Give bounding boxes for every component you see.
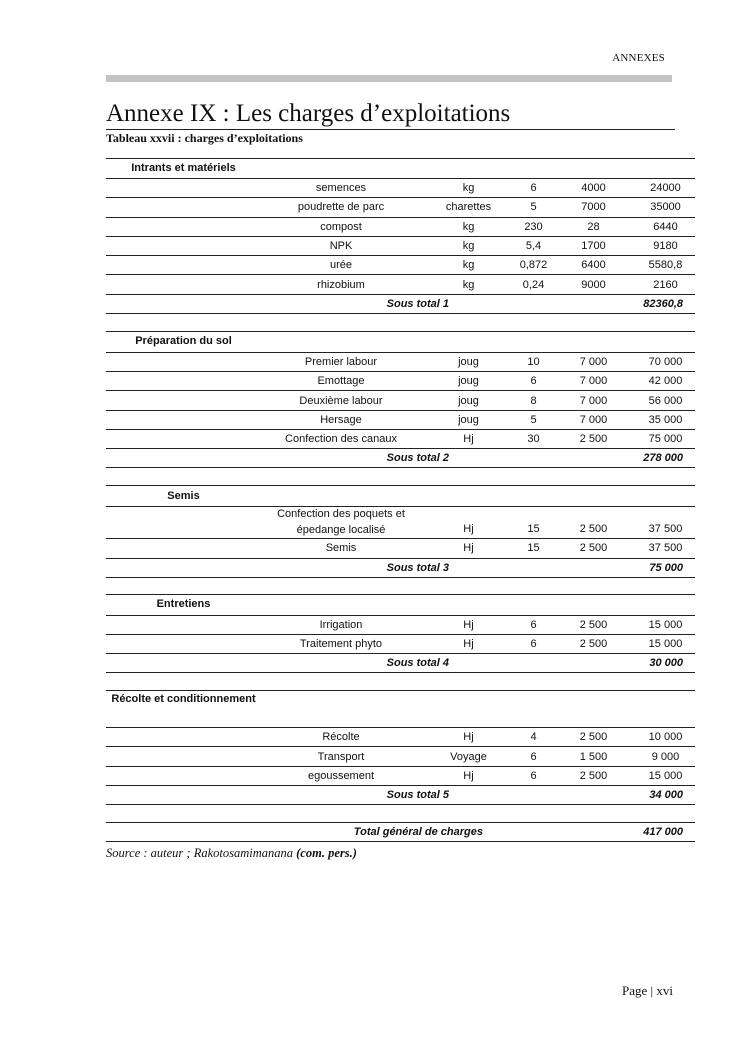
- table-row: [106, 507, 695, 539]
- cell-quantity: 6: [530, 618, 537, 631]
- section-name: Semis: [167, 489, 200, 502]
- cell-unit-price: 6400: [581, 259, 606, 272]
- section-header-row: [106, 691, 695, 728]
- cell-unit: Hj: [463, 433, 474, 446]
- cell-quantity: 5: [530, 201, 537, 214]
- cell-quantity: 0,24: [522, 278, 545, 291]
- table-caption: Tableau xxvii : charges d’exploitations: [106, 131, 303, 145]
- subtotal-label: Sous total 3: [386, 561, 449, 574]
- cell-quantity: 6: [530, 750, 537, 763]
- subtotal-label: Sous total 5: [386, 789, 449, 802]
- cell-unit-price: 7000: [581, 201, 606, 214]
- grand-total-row: [106, 823, 695, 842]
- cell-unit: kg: [462, 240, 475, 253]
- cell-amount: 15 000: [648, 638, 683, 650]
- cell-unit: kg: [462, 182, 475, 195]
- cell-quantity: 8: [530, 394, 537, 407]
- cell-unit: Hj: [463, 731, 474, 744]
- cell-unit-price: 1700: [581, 240, 606, 253]
- cell-unit-price: 7 000: [579, 394, 608, 407]
- table-row: [106, 539, 695, 558]
- cell-unit-price: 9000: [581, 278, 606, 291]
- cell-unit: Hj: [463, 542, 474, 555]
- cell-unit-price: 2 500: [579, 769, 608, 782]
- cell-unit-price: 2 500: [579, 618, 608, 631]
- subtotal-label: Sous total 1: [386, 297, 449, 310]
- table-row: [106, 237, 695, 256]
- cell-quantity: 15: [527, 523, 540, 536]
- subtotal-value: 75 000: [649, 561, 683, 574]
- cell-unit: kg: [462, 259, 475, 272]
- table-row: [106, 275, 695, 294]
- cell-item: Traitement phyto: [299, 638, 383, 650]
- subtotal-row: [106, 559, 695, 578]
- cell-amount: 35 000: [648, 413, 683, 426]
- cell-unit: Hj: [463, 523, 474, 536]
- cell-quantity: 5: [530, 413, 537, 426]
- cell-amount: 2160: [653, 278, 678, 291]
- cell-unit: joug: [458, 375, 479, 388]
- cell-quantity: 230: [524, 220, 543, 233]
- cell-unit-price: 2 500: [579, 638, 608, 650]
- subtotal-value: 278 000: [643, 452, 683, 465]
- cell-unit: joug: [458, 394, 479, 407]
- cell-unit-price: 2 500: [579, 523, 608, 536]
- table-row: [106, 616, 695, 635]
- cell-amount: 6440: [653, 220, 678, 233]
- table-row: [106, 218, 695, 237]
- cell-item: Confection des canaux: [285, 433, 397, 446]
- table-row: [106, 430, 695, 449]
- cell-unit-price: 28: [587, 220, 600, 233]
- subtotal-row: [106, 786, 695, 805]
- cell-item: Transport: [317, 750, 365, 763]
- table-row: [106, 747, 695, 766]
- cell-item: poudrette de parc: [297, 201, 385, 214]
- cell-quantity: 30: [527, 433, 540, 446]
- cell-quantity: 0,872: [519, 259, 548, 272]
- subtotal-value: 82360,8: [643, 297, 683, 310]
- table-row: [106, 198, 695, 217]
- cell-unit-price: 7 000: [579, 355, 608, 368]
- table-row: [106, 353, 695, 372]
- table-row: [106, 767, 695, 786]
- table-row: [106, 728, 695, 747]
- cell-item: Emottage: [317, 375, 365, 388]
- section-name: Préparation du sol: [135, 335, 232, 348]
- cell-amount: 9180: [653, 240, 678, 253]
- cell-unit: kg: [462, 220, 475, 233]
- title-rule: [106, 129, 675, 130]
- cell-quantity: 6: [530, 375, 537, 388]
- grand-total-value: 417 000: [643, 826, 683, 839]
- cell-item: Récolte: [322, 731, 360, 744]
- cell-unit-price: 2 500: [579, 731, 608, 744]
- cell-unit: Hj: [463, 638, 474, 650]
- source-text: Source : auteur ; Rakotosamimanana: [106, 846, 297, 860]
- cell-amount: 15 000: [648, 618, 683, 631]
- cell-item: rhizobium: [317, 278, 365, 291]
- subtotal-row: [106, 654, 695, 673]
- cell-item: Deuxième labour: [299, 394, 383, 407]
- cell-amount: 5580,8: [648, 259, 683, 272]
- header-bar: [106, 75, 672, 82]
- table-row: [106, 391, 695, 410]
- cell-quantity: 4: [530, 731, 537, 744]
- cell-unit-price: 2 500: [579, 433, 608, 446]
- cell-unit-price: 7 000: [579, 413, 608, 426]
- cell-amount: 37 500: [648, 542, 683, 555]
- cell-amount: 37 500: [648, 523, 683, 536]
- cell-item: Hersage: [320, 413, 362, 426]
- cell-quantity: 6: [530, 769, 537, 782]
- subtotal-value: 34 000: [649, 789, 683, 802]
- spacer-row: [106, 468, 695, 486]
- section-name: Intrants et matériels: [131, 162, 236, 174]
- charges-table: [106, 158, 695, 842]
- cell-amount: 56 000: [648, 394, 683, 407]
- cell-unit: Voyage: [450, 750, 487, 763]
- cell-unit: kg: [462, 278, 475, 291]
- cell-item: urée: [329, 259, 353, 272]
- cell-unit: joug: [458, 413, 479, 426]
- cell-unit: joug: [458, 355, 479, 368]
- cell-item: Irrigation: [319, 618, 363, 631]
- cell-unit: Hj: [463, 769, 474, 782]
- spacer-row: [106, 578, 695, 595]
- source-emphasis: (com. pers.): [296, 846, 357, 860]
- cell-amount: 42 000: [648, 375, 683, 388]
- cell-item: Premier labour: [304, 355, 378, 368]
- source-note: [106, 846, 357, 861]
- section-header-row: [106, 595, 695, 616]
- cell-unit-price: 4000: [581, 182, 606, 195]
- cell-amount: 35000: [650, 201, 681, 214]
- page-number: Page | xvi: [622, 983, 673, 998]
- table-row: [106, 372, 695, 391]
- cell-quantity: 15: [527, 542, 540, 555]
- cell-amount: 75 000: [648, 433, 683, 446]
- table-row: [106, 256, 695, 275]
- cell-item: compost: [320, 220, 362, 233]
- cell-item: NPK: [329, 240, 353, 253]
- subtotal-value: 30 000: [649, 657, 683, 670]
- cell-amount: 24000: [650, 182, 681, 195]
- cell-item: Semis: [325, 542, 357, 555]
- cell-item: Confection des poquets et épedange localisé: [277, 508, 405, 536]
- cell-quantity: 6: [530, 638, 537, 650]
- cell-unit-price: 1 500: [579, 750, 608, 763]
- spacer-row: [106, 314, 695, 332]
- page-title: Annexe IX : Les charges d’exploitations: [106, 100, 511, 127]
- cell-unit: charettes: [445, 201, 492, 214]
- cell-unit-price: 7 000: [579, 375, 608, 388]
- spacer-row: [106, 673, 695, 691]
- running-header: ANNEXES: [612, 52, 665, 64]
- cell-unit: Hj: [463, 618, 474, 631]
- cell-quantity: 5,4: [525, 240, 542, 253]
- subtotal-label: Sous total 2: [386, 452, 449, 465]
- subtotal-row: [106, 449, 695, 468]
- cell-quantity: 6: [530, 182, 537, 195]
- table-row: [106, 179, 695, 198]
- subtotal-row: [106, 295, 695, 314]
- subtotal-label: Sous total 4: [386, 657, 449, 670]
- cell-amount: 9 000: [651, 750, 680, 763]
- grand-total-label: Total général de charges: [353, 826, 483, 839]
- table-row: [106, 411, 695, 430]
- cell-unit-price: 2 500: [579, 542, 608, 555]
- cell-amount: 10 000: [648, 731, 683, 744]
- cell-amount: 70 000: [648, 355, 683, 368]
- section-header-row: [106, 486, 695, 507]
- section-name: Récolte et conditionnement: [111, 693, 256, 706]
- cell-item: semences: [315, 182, 367, 195]
- spacer-row: [106, 805, 695, 823]
- section-header-row: [106, 332, 695, 353]
- cell-amount: 15 000: [648, 769, 683, 782]
- cell-item: egoussement: [307, 769, 375, 782]
- table-row: [106, 635, 695, 654]
- cell-quantity: 10: [527, 355, 540, 368]
- section-header-row: [106, 158, 695, 179]
- section-name: Entretiens: [156, 598, 211, 611]
